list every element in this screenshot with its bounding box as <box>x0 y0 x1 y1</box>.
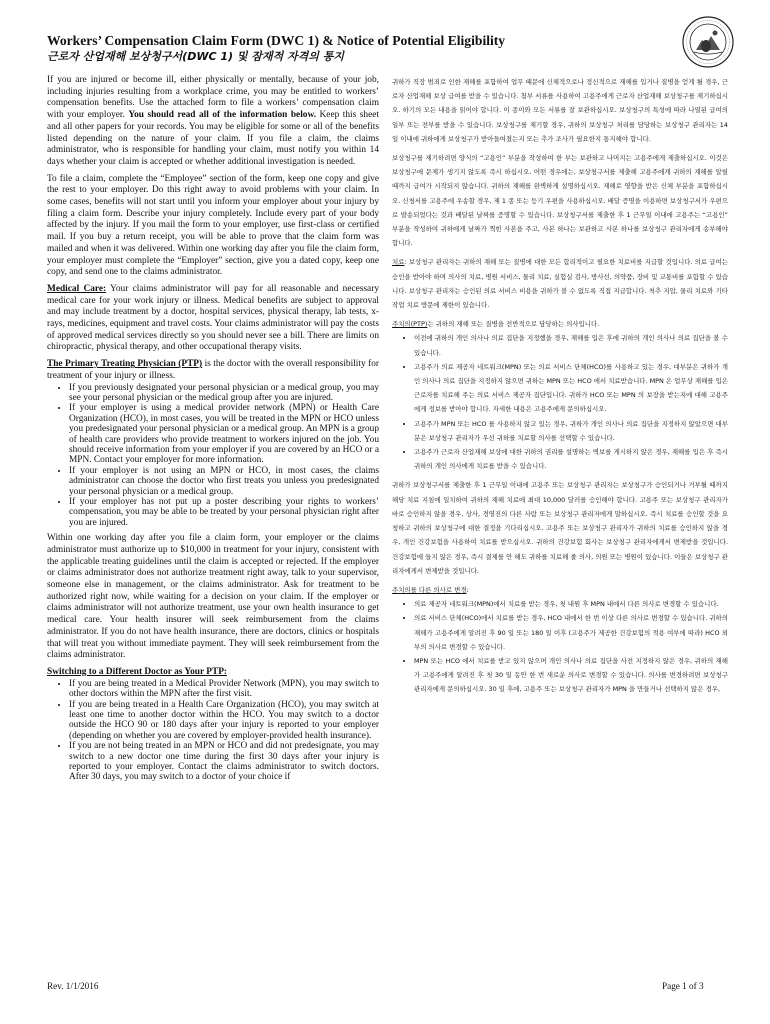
ptp-list <box>47 383 379 529</box>
list-item: • MPN 또는 HCO 에서 치료를 받고 있지 않으며 개인 의사나 의료 집단을 사전 지정하지 않은 경우, 귀하의 재해가 고용주에게 알려진 후 첫 30 일 동안 한 번 새로운 의사로 변경할 수 있습니다. 의사를 변경하려면 보상청구 관리자에게 문의하십시오. 30 일 후에, 고용주 또는 보상청구 관리자가 MPN 을 만들거나 선택하지 않은 경우, <box>414 654 728 697</box>
medical-care-paragraph-ko: 치료: 보상청구 관리자는 귀하의 재해 또는 질병에 대한 모든 합리적이고 필요한 치료비를 지급할 것입니다. 의료 급여는 승인을 받아야 하며 의사의 치료, 병원 서비스, 물리 치료, 실험실 검사, 방사선, 의약품, 장비 및 교통비를 포함할 수 있습니다. 보상청구 관리자는 승인된 의료 서비스 비용을 귀하가 볼 수 없도록 직접 지급합니다. 척추 지압, 물리 치료와 기타 작업 치료 방문에 제한이 있습니다. <box>392 258 728 310</box>
ptp-heading-ko: 주치의(PTP) <box>392 320 428 329</box>
list-item: • If you previously designated your personal physician or a medical group, you may see your personal physician or the medical group after you are injured. <box>69 383 379 404</box>
ptp-list-ko <box>392 331 728 473</box>
switch-doctor-heading-ko: 주치의를 다른 의사로 변경 <box>392 585 467 594</box>
ptp-heading: The Primary Treating Physician (PTP) <box>47 359 203 370</box>
switch-doctor-heading: Switching to a Different Doctor as Your PTP: <box>47 667 228 677</box>
switch-doctor-heading-row-ko: 주치의를 다른 의사로 변경: <box>392 585 469 594</box>
page-number: Page 1 of 3 <box>662 981 704 991</box>
english-column <box>47 75 379 965</box>
intro-paragraph: If you are injured or become ill, either physically or mentally, because of your job, including injuries resulting from a workplace crime, you may be entitled to workers’ compensation benefits. Use the attached form to file a workers’ compensation claim with your employer. You should read all of the information below. Keep this sheet and all other papers for your records. You may be eligible for some or all of the benefits listed depending on the nature of your claim. If you file a claim, the claims administrator, who is responsible for handling your claim, must notify you within 14 days whether your claim is accepted or whether additional investigation is needed. <box>47 75 379 167</box>
list-item: • If your employer is not using an MPN or HCO, in most cases, the claims administrator can choose the doctor who first treats you unless you predesignated your personal physician or a medical group. <box>69 466 379 497</box>
list-item: • 고용주가 의료 제공자 네트워크(MPN) 또는 의료 서비스 단체(HCO)를 사용하고 있는 경우, 대부분은 귀하가 개인 의사나 의료 집단을 지정하지 않으면 귀하는 MPN 또는 HCO 에서 치료받습니다. MPN 은 업무상 재해를 입은 근로자를 치료해 주는 의료 서비스 제공자 집단입니다. 귀하가 HCO 또는 MPN 의 보장을 받는지에 대해 고용주에게 정보를 받아야 합니다. 자세한 내용은 고용주에게 문의하십시오. <box>414 360 728 417</box>
list-item: • If your employer is using a medical provider network (MPN) or Health Care Organization (HCO), in most cases, you will be treated in the MPN or HCO unless you predesignated your personal physician or a medical group. An MPN is a group of health care providers who provide treatment to workers injured on the job. You should receive information from your employer if you are covered by an HCO or a MPN. Contact your employer for more information. <box>69 403 379 465</box>
korean-column <box>392 75 728 975</box>
file-claim-paragraph: To file a claim, complete the “Employee” section of the form, keep one copy and give the rest to your employer. Do this right away to avoid problems with your claim. In some cases, benefits will not start until you inform your employer about your injury by filing a claim form. Describe your injury completely. Include every part of your body affected by the injury. If you mail the form to your employer, use first-class or certified mail. If you buy a return receipt, you will be able to prove that the claim form was mailed and when it was delivered. Within one working day after you file the claim form, your employer must complete the “Employer” section, give you a dated copy, keep one copy, and send one to the claims administrator. <box>47 173 379 278</box>
page-title: Workers’ Compensation Claim Form (DWC 1) & Notice of Potential Eligibility <box>47 33 506 48</box>
intro-paragraph-ko: 귀하가 직장 범죄로 인한 재해를 포함하여 업무 때문에 신체적으로나 정신적으로 재해를 입거나 질병을 얻게 될 경우, 근로자 산업재해 보상 급여를 받을 수 있습니다. 첨부 서류를 사용하여 고용주에게 근로자 산업재해 보상청구를 제기하십시오. 하기의 모든 내용을 읽어야 합니다. 이 종이와 모든 서류를 잘 보관하십시오. 보상청구의 특성에 따라 나열된 급여의 일부 또는 전부를 받을 수 있습니다. 보상청구를 제기할 경우, 귀하의 보상청구 처리를 담당하는 보상청구 관리자는 14 일 이내에 귀하에게 보상청구가 받아들여졌는지 또는 추가 조사가 필요한지 통지해야 합니다. <box>392 78 728 143</box>
state-seal-image <box>682 16 734 68</box>
list-item: • If you are being treated in a Health Care Organization (HCO), you may switch at least one time to another doctor within the HCO. You may switch to a doctor outside the HCO 90 or 180 days after your injury is reported to your employer (depending on whether you are covered by employer-provided health insurance). <box>69 700 379 742</box>
switch-doctor-list <box>47 679 379 783</box>
page-title-korean: 근로자 산업재해 보상청구서(DWC 1) 및 잠재적 자격의 통지 <box>47 50 344 63</box>
authorization-paragraph-ko: 귀하가 보상청구서를 제출한 후 1 근무일 이내에 고용주 또는 보상청구 관리자는 보상청구가 승인되거나 거부될 때까지 해당 치료 지침에 일치하여 귀하의 재해 치료에 최대 10,000 달러를 승인해야 합니다. 고용주 또는 보상청구 관리자가 바로 승인하지 않을 경우, 상사, 경영진의 다른 사람 또는 보상청구 관리자에게 말하십시오. 즉시 치료를 승인할 것을 요청하고 귀하의 보상청구에 대한 결정을 기다리십시오. 고용주 또는 보상청구 관리자가 귀하의 치료를 승인하지 않을 경우, 개인 건강보험을 사용하여 치료를 받으십시오. 귀하의 건강보험 회사는 보상청구 관리자에게서 변제받을 것입니다. 건강보험에 들지 않은 경우, 즉시 결제를 안 해도 귀하를 치료해 줄 의사, 의원 또는 병원이 있습니다. 이들은 보상청구 관리자에게서 변제받을 것입니다. <box>392 481 728 575</box>
list-item: • 고용주가 근로자 산업재해 보상에 대한 귀하의 권리를 설명하는 벽보를 게시하지 않은 경우, 재해를 입은 후 즉시 귀하의 개인 의사에게 치료를 받을 수 있습니다. <box>414 445 728 473</box>
ptp-paragraph-ko: 주치의(PTP)는 귀하의 재해 또는 질병을 전반적으로 담당하는 의사입니다. <box>392 320 600 329</box>
ptp-paragraph: The Primary Treating Physician (PTP) is the doctor with the overall responsibility for treatment of your injury or illness. <box>47 359 379 381</box>
switch-doctor-list-ko <box>392 597 728 696</box>
file-claim-paragraph-ko: 보상청구를 제기하려면 양식의 “고용인” 부분을 작성하여 한 부는 보관하고 나머지는 고용주에게 제출하십시오. 이것은 보상청구에 문제가 생기지 않도록 즉시 하십시오. 어떤 경우에는, 보상청구서를 제출해 고용주에게 귀하의 재해를 알릴 때까지 급여가 시작되지 않습니다. 귀하의 재해를 완벽하게 설명하십시오. 재해로 영향을 받은 신체 부분을 포함하십시오. 신청서를 고용주에 우송할 경우, 제 1 종 또는 등기 우편을 사용하십시오. 배달 증명을 이용하면 보상청구서가 우편으로 발송되었다는 것과 배달된 날짜를 증명할 수 있습니다. 보상청구서를 제출한 후 1 근무일 이내에 고용주는 “고용인” 부분을 작성하여 귀하에게 날짜가 찍힌 사본을 주고, 사본 하나는 보관하고 사본 하나를 보상청구 관리자에게 송부해야 합니다. <box>392 154 728 248</box>
list-item: • If your employer has not put up a poster describing your rights to workers’ compensation, you may be able to be treated by your personal physician right after you are injured. <box>69 497 379 528</box>
revision-date: Rev. 1/1/2016 <box>47 981 99 991</box>
authorization-paragraph: Within one working day after you file a claim form, your employer or the claims administrator must authorize up to $10,000 in treatment for your injury, consistent with the applicable treating guidelines until the claim is accepted or rejected. If the employer or claims administrator does not authorize treatment right away, talk to your supervisor, someone else in management, or the claims administrator. Ask for treatment to be authorized right now, while waiting for a decision on your claim. If the employer or claims administrator will not authorize treatment, use your own health insurance to get medical care. Your health insurer will seek reimbursement from the claims administrator. If you do not have health insurance, there are doctors, clinics or hospitals that will treat you without immediate payment. They will seek reimbursement from the claims administrator. <box>47 533 379 661</box>
list-item: • If you are not being treated in an MPN or HCO and did not predesignate, you may switch to a new doctor one time during the first 30 days after your injury is reported to your employer. Contact the claims administrator to switch doctors. After 30 days, you may switch to a doctor of your choice if <box>69 741 379 783</box>
list-item: • 이전에 귀하의 개인 의사나 의료 집단을 지정했을 경우, 재해를 입은 후에 귀하의 개인 의사나 의료 집단을 볼 수 있습니다. <box>414 331 728 359</box>
list-item: • 의료 서비스 단체(HCO)에서 치료를 받는 경우, HCO 내에서 한 번 이상 다른 의사로 변경할 수 있습니다. 귀하의 재해가 고용주에게 알려진 후 90 일 또는 180 일 이후 (고용주가 제공한 건강보험의 적용 여부에 따라) HCO 외부의 의사로 변경할 수 있습니다. <box>414 611 728 654</box>
medical-care-heading: Medical Care: <box>47 283 107 294</box>
list-item: • 의료 제공자 네트워크(MPN)에서 치료를 받는 경우, 첫 내원 후 MPN 내에서 다른 의사로 변경할 수 있습니다. <box>414 597 728 611</box>
medical-care-heading-ko: 치료 <box>392 258 405 267</box>
medical-care-paragraph: Medical Care: Your claims administrator will pay for all reasonable and necessary medical care for your work injury or illness. Medical benefits are subject to approval and may include treatment by a doctor, hospital services, physical therapy, lab tests, x-rays, medicines, equipment and travel costs. Your claims administrator will pay the costs of approved medical services directly so you should never see a bill. There are limits on chiropractic, physical therapy, and other occupational therapy visits. <box>47 283 379 353</box>
list-item: • If you are being treated in a Medical Provider Network (MPN), you may switch to other doctors within the MPN after the first visit. <box>69 679 379 700</box>
list-item: • 고용주가 MPN 또는 HCO 를 사용하지 않고 있는 경우, 귀하가 개인 의사나 의료 집단을 지정하지 않았으면 대부분은 보상청구 관리자가 우선 귀하를 치료할 의사를 선택할 수 있습니다. <box>414 417 728 445</box>
